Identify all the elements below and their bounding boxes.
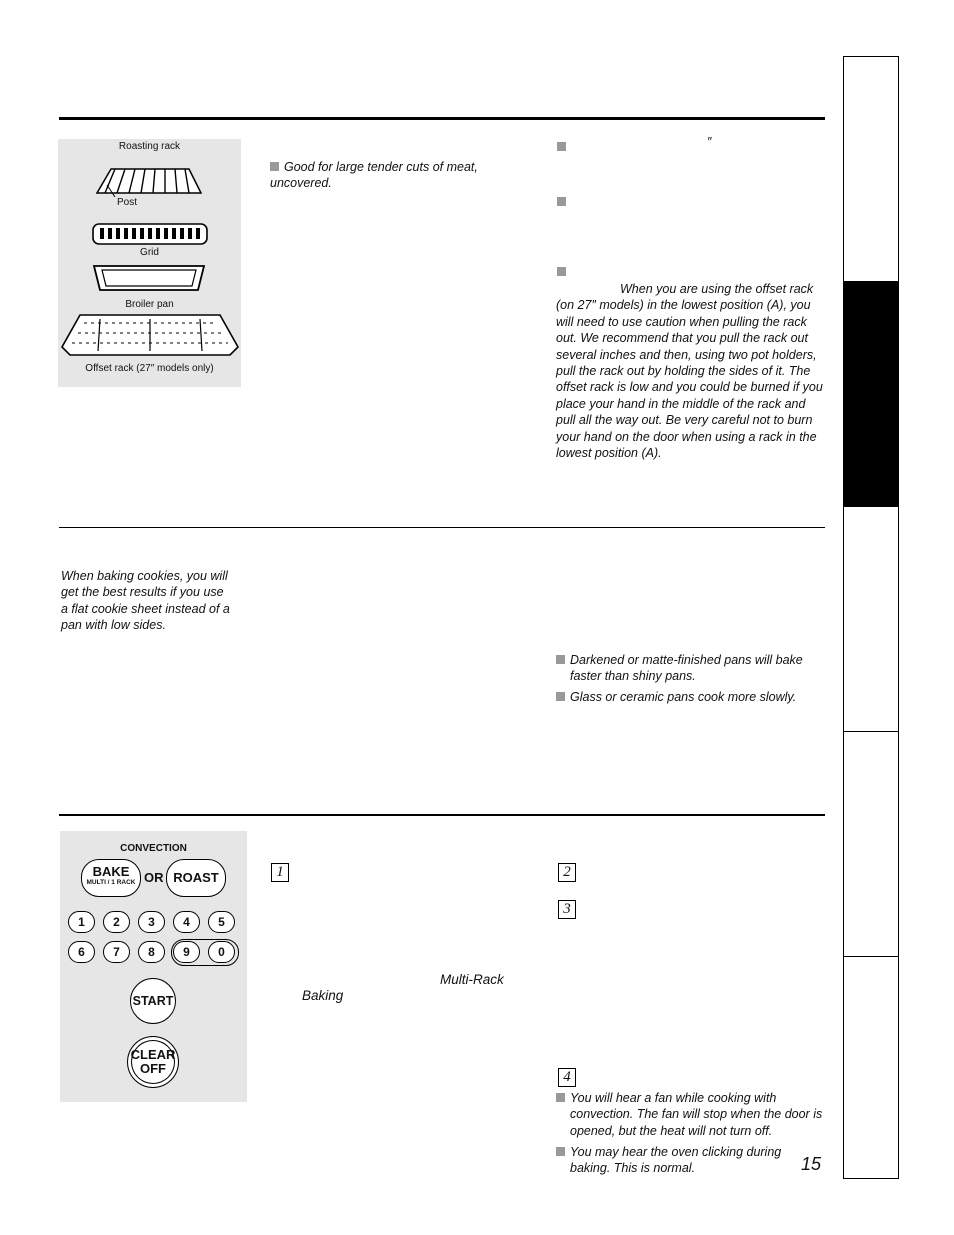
side-tab-3 — [843, 506, 899, 732]
baking-text: Baking — [302, 988, 344, 1003]
offset-rack-label: Offset rack (27″ models only) — [85, 363, 214, 374]
offset-rack-drawing — [60, 311, 240, 359]
step-3-box: 3 — [558, 900, 576, 919]
grid-drawing — [91, 222, 209, 246]
step-4-box: 4 — [558, 1068, 576, 1087]
key-3[interactable]: 3 — [138, 911, 165, 933]
pan-bullet-2: Glass or ceramic pans cook more slowly. — [556, 689, 832, 705]
right-bullet-3 — [557, 263, 571, 281]
roasting-rack-label: Roasting rack — [118, 141, 181, 152]
key-6[interactable]: 6 — [68, 941, 95, 963]
section-rule-middle — [59, 527, 825, 528]
convection-roast-button[interactable] — [166, 859, 226, 897]
broiler-pan-drawing — [88, 262, 210, 294]
inch-mark: ″ — [707, 135, 712, 149]
broiler-pan-label: Broiler pan — [125, 299, 174, 310]
roasting-rack-bullet: Good for large tender cuts of meat, uncovered. — [270, 160, 478, 191]
rack-illustration-panel — [58, 139, 241, 387]
clear-off-button[interactable] — [127, 1036, 179, 1088]
convection-bake-button[interactable] — [81, 859, 141, 897]
side-tab-2-active — [843, 281, 899, 506]
side-tab-4 — [843, 731, 899, 957]
key-2[interactable]: 2 — [103, 911, 130, 933]
side-tab-5 — [843, 956, 899, 1179]
side-tab-1 — [843, 56, 899, 282]
clear-label: CLEAR — [130, 1047, 176, 1062]
fan-bullet-1: You will hear a fan while cooking with convection. The fan will stop when the door is opened, but the heat will not turn off. — [556, 1090, 836, 1139]
right-bullet-2 — [557, 193, 571, 211]
or-label: OR — [144, 870, 164, 885]
section-rule-top — [59, 117, 825, 120]
page-number: 15 — [801, 1154, 822, 1174]
cookie-sheet-note: When baking cookies, you will get the best results if you use a flat cookie sheet instead of a pan with low sides. — [61, 569, 230, 633]
roast-label: ROAST — [173, 870, 219, 885]
key-9[interactable]: 9 — [173, 941, 200, 963]
bake-sublabel: MULTI / 1 RACK — [86, 879, 136, 886]
section-rule-bottom — [59, 814, 825, 816]
post-label: Post — [117, 197, 138, 208]
pan-bullet-1: Darkened or matte-finished pans will bake faster than shiny pans. — [556, 652, 832, 685]
key-5[interactable]: 5 — [208, 911, 235, 933]
off-label: OFF — [140, 1061, 166, 1076]
step-1-box: 1 — [271, 863, 289, 882]
convection-label: CONVECTION — [120, 843, 187, 854]
fan-bullet-2: You may hear the oven clicking during baking. This is normal. — [556, 1144, 796, 1177]
step-2-box: 2 — [558, 863, 576, 882]
roasting-rack-drawing — [93, 163, 205, 197]
start-button[interactable] — [130, 978, 176, 1024]
right-bullet-1 — [557, 138, 571, 156]
bake-label: BAKE — [92, 864, 130, 879]
key-7[interactable]: 7 — [103, 941, 130, 963]
multi-rack-text: Multi-Rack — [440, 972, 504, 987]
key-1[interactable]: 1 — [68, 911, 95, 933]
grid-label: Grid — [140, 247, 159, 258]
bullet-square — [270, 162, 279, 171]
key-4[interactable]: 4 — [173, 911, 200, 933]
offset-rack-caution: When you are using the offset rack (on 27″ models) in the lowest position (A), you will need to use caution when pulling the rack out. We recommend that you pull the rack out several inches and then, using two pot holders, pull the rack out by holding the sides of it. The offset rack is low and you could be burned if you place your hand in the middle of the rack and pull all the way out. Be very careful not to burn your hand on the door when using a rack in the lowest position (A). — [556, 282, 823, 461]
control-panel — [60, 831, 247, 1102]
start-label: START — [132, 994, 174, 1008]
key-8[interactable]: 8 — [138, 941, 165, 963]
key-0[interactable]: 0 — [208, 941, 235, 963]
